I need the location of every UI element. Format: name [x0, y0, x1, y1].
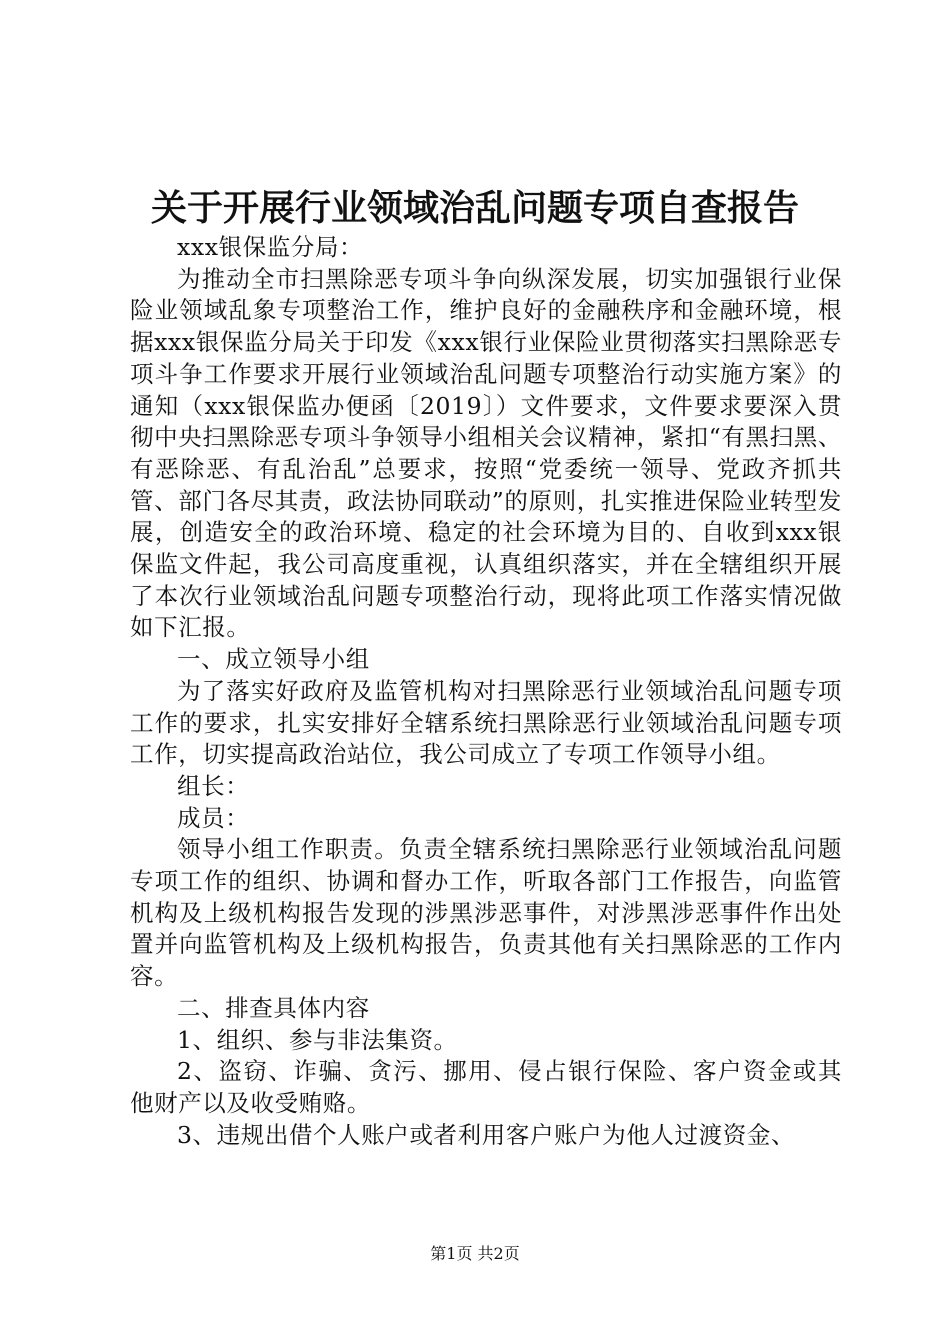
members-line: 成员：	[177, 803, 250, 832]
list-item-1: 1、组织、参与非法集资。	[177, 1025, 458, 1054]
duties-paragraph: 领导小组工作职责。负责全辖系统扫黑除恶行业领域治乱问题专项工作的组织、协调和督办工作，听取各部门工作报告，向监管机构及上级机构报告发现的涉黑涉恶事件，对涉黑涉恶事件作出处置并向监管机构及上级机构报告，负责其他有关扫黑除恶的工作内容。	[130, 835, 842, 991]
intro-paragraph: 为推动全市扫黑除恶专项斗争向纵深发展，切实加强银行业保险业领域乱象专项整治工作，维护良好的金融秩序和金融环境，根据xxx银保监分局关于印发《xxx银行业保险业贯彻落实扫黑除恶专项斗争工作要求开展行业领域治乱问题专项整治行动实施方案》的通知（xxx银保监办便函〔2019〕）文件要求，文件要求要深入贯彻中央扫黑除恶专项斗争领导小组相关会议精神，紧扣“有黑扫黑、有恶除恶、有乱治乱”总要求，按照“党委统一领导、党政齐抓共管、部门各尽其责，政法协同联动”的原则，扎实推进保险业转型发展，创造安全的政治环境、稳定的社会环境为目的、自收到xxx银保监文件起，我公司高度重视，认真组织落实，并在全辖组织开展了本次行业领域治乱问题专项整治行动，现将此项工作落实情况做如下汇报。	[130, 264, 842, 642]
document-title: 关于开展行业领域治乱问题专项自查报告	[150, 188, 799, 229]
section-heading-2: 二、排查具体内容	[177, 993, 370, 1022]
salutation: xxx银保监分局：	[177, 233, 364, 261]
list-item-3: 3、违规出借个人账户或者利用客户账户为他人过渡资金、	[177, 1120, 796, 1149]
leader-line: 组长：	[177, 771, 250, 800]
section-heading-1: 一、成立领导小组	[177, 645, 370, 674]
document-body	[130, 232, 842, 1151]
section-1-paragraph: 为了落实好政府及监管机构对扫黑除恶行业领域治乱问题专项工作的要求，扎实安排好全辖系统扫黑除恶行业领域治乱问题专项工作，切实提高政治站位，我公司成立了专项工作领导小组。	[130, 676, 842, 769]
page-footer: 第1页 共2页	[430, 1244, 520, 1263]
list-item-2: 2、盗窃、诈骗、贪污、挪用、侵占银行保险、客户资金或其他财产以及收受贿赂。	[130, 1057, 842, 1117]
